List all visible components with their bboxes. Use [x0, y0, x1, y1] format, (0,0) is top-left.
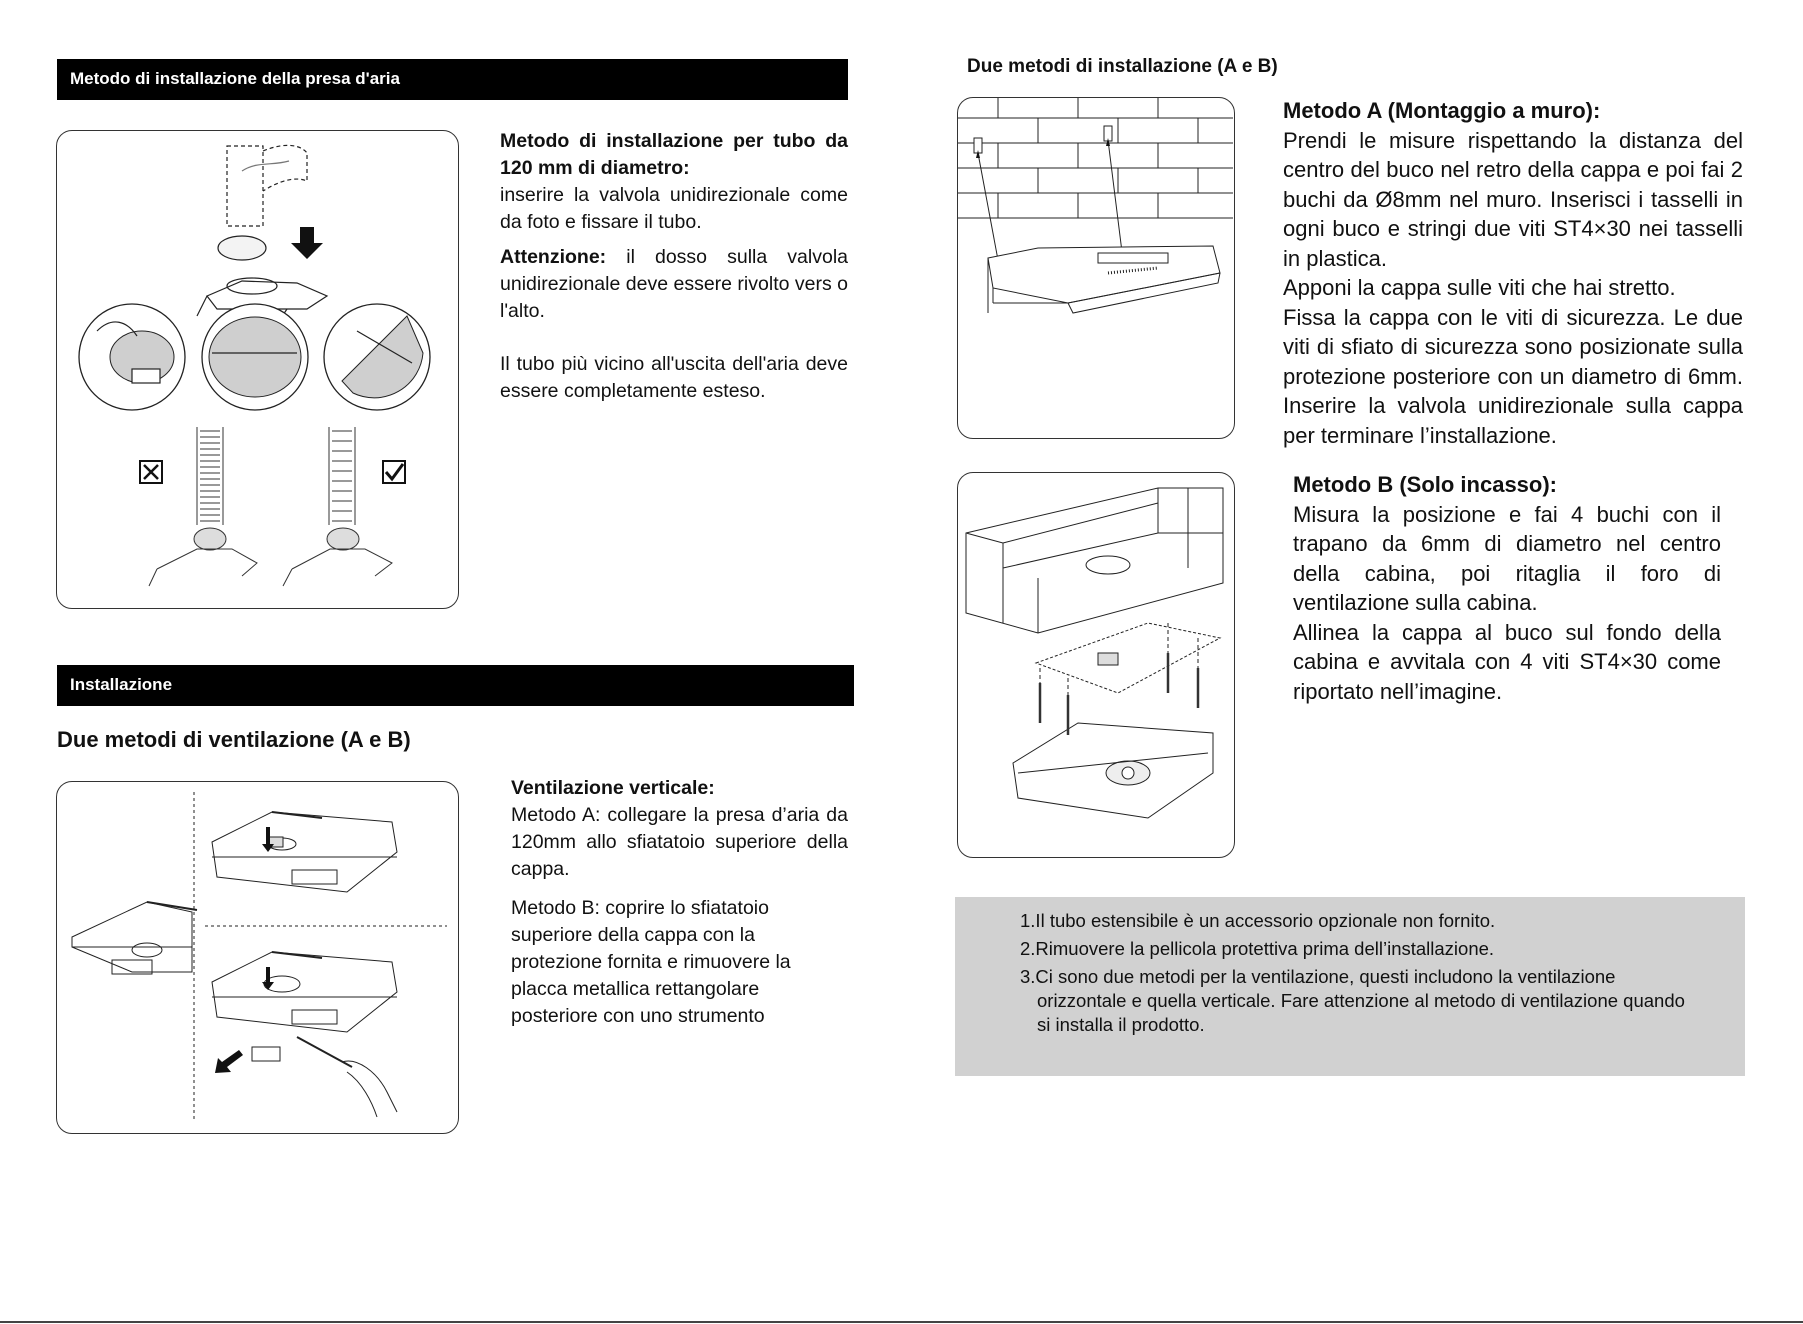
section-title-installation: Installazione — [70, 675, 173, 694]
note-3: 3.Ci sono due metodi per la ventilazione, questi includono la ventilazione — [1020, 966, 1616, 987]
note-3-line-2: orizzontale e quella verticale. Fare attenzione al metodo di ventilazione quando — [1037, 990, 1685, 1011]
intake-body: inserire la valvola unidirezionale come da foto e fissare il tubo. — [500, 184, 848, 233]
note-3-line-3: si installa il prodotto. — [1037, 1014, 1205, 1035]
attention-label: Attenzione: — [500, 246, 607, 268]
method-a-p3: Fissa la cappa con le viti di sicurezza. Le due viti di sfiato di sicurezza sono posizionate sulla protezione posteriore con un diametro di 6mm. Inserire la valvola unidirezionale sulla cappa per terminare l’installazione. — [1283, 304, 1743, 448]
vertical-method-a: Metodo A: collegare la presa d’aria da 120mm allo sfiatatoio superiore della cappa. — [511, 804, 848, 880]
ventilation-heading: Due metodi di ventilazione (A e B) — [57, 727, 411, 752]
method-b-text — [1293, 470, 1721, 706]
vertical-method-b: Metodo B: coprire lo sfiatatoio superiore della cappa con la protezione fornita e rimuovere la placca metallica rettangolare posteriore con uno strumento — [511, 897, 791, 1027]
method-b-title: Metodo B (Solo incasso): — [1293, 472, 1557, 497]
section-title-air-intake: Metodo di installazione della presa d'aria — [70, 69, 400, 88]
method-a-p1: Prendi le misure rispettando la distanza del centro del buco nel retro della cappa e poi fai 2 buchi da Ø8mm nel muro. Inserisci i tasselli in ogni buco e stringi due viti ST4×30 nei tasselli in plastica. — [1283, 127, 1743, 271]
intake-attention — [500, 244, 848, 325]
note-2: 2.Rimuovere la pellicola protettiva prima dell’installazione. — [1020, 938, 1495, 959]
method-b-p1: Misura la posizione e fai 4 buchi con il trapano da 6mm di diametro nel centro della cabina, poi ritaglia il foro di ventilazione sulla cabina. — [1293, 501, 1721, 615]
vertical-heading: Ventilazione verticale: — [511, 777, 715, 799]
intake-heading: Metodo di installazione per tubo da 120 mm di diametro: — [500, 130, 848, 179]
note-1: 1.Il tubo estensibile è un accessorio opzionale non fornito. — [1020, 910, 1496, 931]
method-a-p2: Apponi la cappa sulle viti che hai stretto. — [1283, 275, 1676, 300]
vertical-text — [511, 775, 848, 1030]
figure-wall-mount — [957, 97, 1235, 439]
method-a-title: Metodo A (Montaggio a muro): — [1283, 98, 1601, 123]
method-b-p2: Allinea la cappa al buco sul fondo della cabina e avvitala con 4 viti ST4×30 come riportato nell’imagine. — [1293, 619, 1721, 704]
intake-text — [500, 128, 848, 405]
figure-built-in — [957, 472, 1235, 858]
installation-heading: Due metodi di installazione (A e B) — [967, 56, 1278, 77]
notes-box — [955, 897, 1745, 1076]
intake-note: Il tubo più vicino all'uscita dell'aria deve essere completamente esteso. — [500, 353, 848, 402]
page-bottom-rule — [0, 1321, 1803, 1323]
method-a-text — [1283, 96, 1743, 450]
section-bar-air-intake — [57, 59, 848, 100]
figure-vertical-ventilation — [56, 781, 459, 1134]
figure-air-intake — [56, 130, 459, 609]
attention-text: il dosso sulla valvola unidirezionale deve essere rivolto vers o l'alto. — [500, 246, 848, 322]
section-bar-installation — [57, 665, 854, 706]
